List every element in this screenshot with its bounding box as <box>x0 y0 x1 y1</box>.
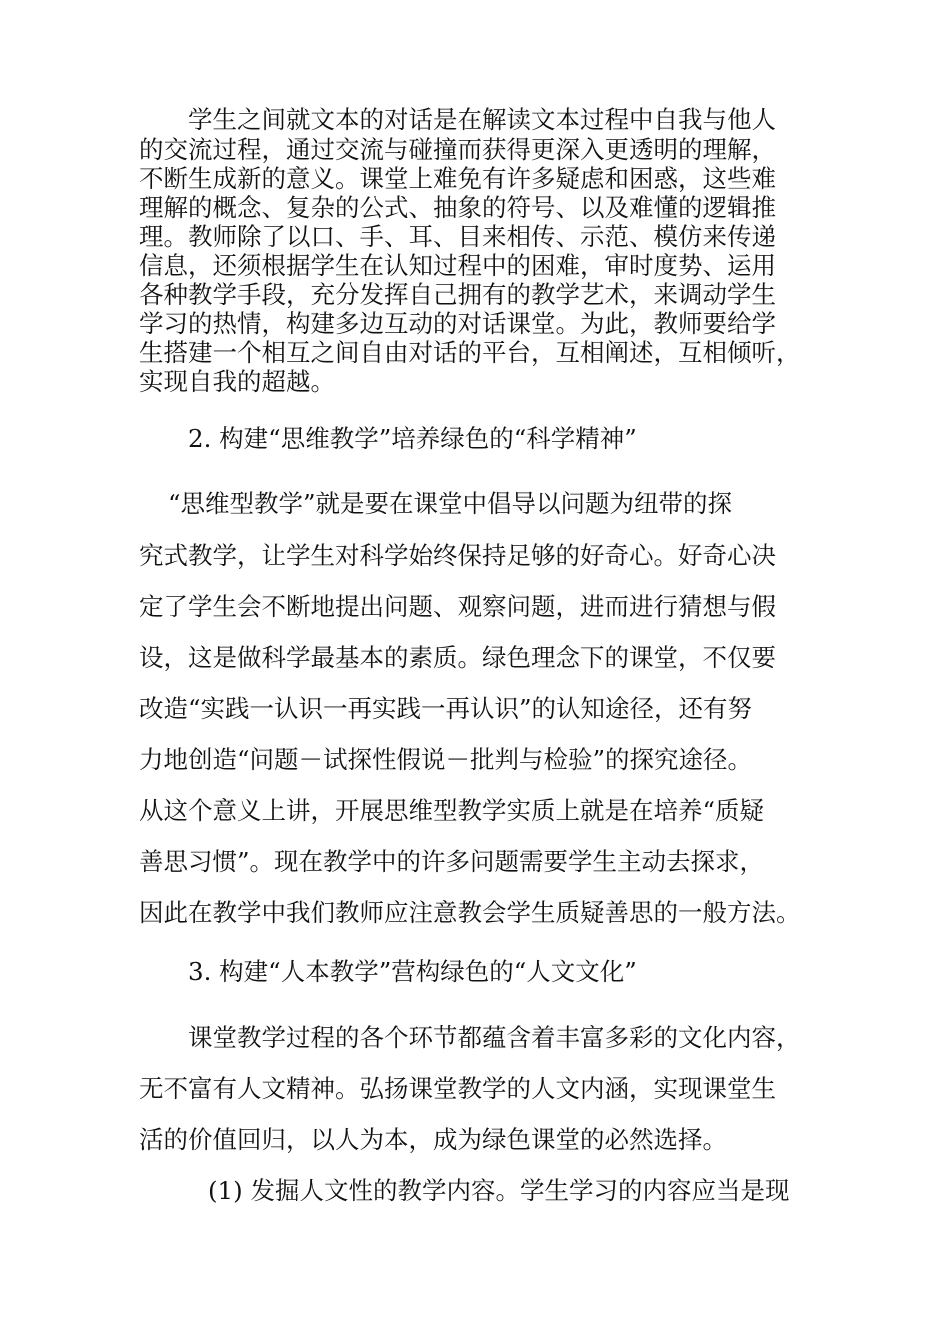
paragraph-line: 不断生成新的意义。课堂上难免有许多疑虑和困惑，这些难 <box>139 164 776 193</box>
paragraph-line: 活的价值回归，以人为本，成为绿色课堂的必然选择。 <box>139 1125 727 1154</box>
paragraph-line: 究式教学，让学生对科学始终保持足够的好奇心。好奇心决 <box>139 541 776 570</box>
section-heading: 3. 构建“人本教学”营构绿色的“人文文化” <box>188 957 637 986</box>
paragraph-line: 实现自我的超越。 <box>139 367 335 396</box>
paragraph-line: 学习的热情，构建多边互动的对话课堂。为此，教师要给学 <box>139 309 776 338</box>
paragraph-line: 力地创造“问题－试探性假说－批判与检验”的探究途径。 <box>139 745 753 774</box>
paragraph-line: 改造“实践一认识一再实践一再认识”的认知途径，还有努 <box>139 694 753 723</box>
section-heading: 2. 构建“思维教学”培养绿色的“科学精神” <box>188 424 637 453</box>
paragraph-line: 生搭建一个相互之间自由对话的平台，互相阐述，互相倾听， <box>139 338 801 367</box>
paragraph-line: 定了学生会不断地提出问题、观察问题，进而进行猜想与假 <box>139 592 776 621</box>
paragraph-line: 课堂教学过程的各个环节都蕴含着丰富多彩的文化内容， <box>188 1023 801 1052</box>
paragraph-line: 各种教学手段，充分发挥自己拥有的教学艺术，来调动学生 <box>139 280 776 309</box>
paragraph-line: 从这个意义上讲，开展思维型教学实质上就是在培养“质疑 <box>139 796 765 825</box>
paragraph-line: 理解的概念、复杂的公式、抽象的符号、以及难懂的逻辑推 <box>139 193 776 222</box>
paragraph-line: 因此在教学中我们教师应注意教会学生质疑善思的一般方法。 <box>139 898 801 927</box>
paragraph-line: 无不富有人文精神。弘扬课堂教学的人文内涵，实现课堂生 <box>139 1074 776 1103</box>
paragraph-line: 设，这是做科学最基本的素质。绿色理念下的课堂，不仅要 <box>139 643 776 672</box>
paragraph-line: 理。教师除了以口、手、耳、目来相传、示范、模仿来传递 <box>139 222 776 251</box>
paragraph-line: (1) 发掘人文性的教学内容。学生学习的内容应当是现 <box>208 1176 790 1205</box>
paragraph-line: 的交流过程，通过交流与碰撞而获得更深入更透明的理解， <box>139 135 776 164</box>
paragraph-line: “思维型教学”就是要在课堂中倡导以问题为纽带的探 <box>168 489 733 518</box>
paragraph-line: 善思习惯”。现在教学中的许多问题需要学生主动去探求， <box>139 847 765 876</box>
paragraph-line: 学生之间就文本的对话是在解读文本过程中自我与他人 <box>188 105 776 134</box>
paragraph-line: 信息，还须根据学生在认知过程中的困难，审时度势、运用 <box>139 251 776 280</box>
